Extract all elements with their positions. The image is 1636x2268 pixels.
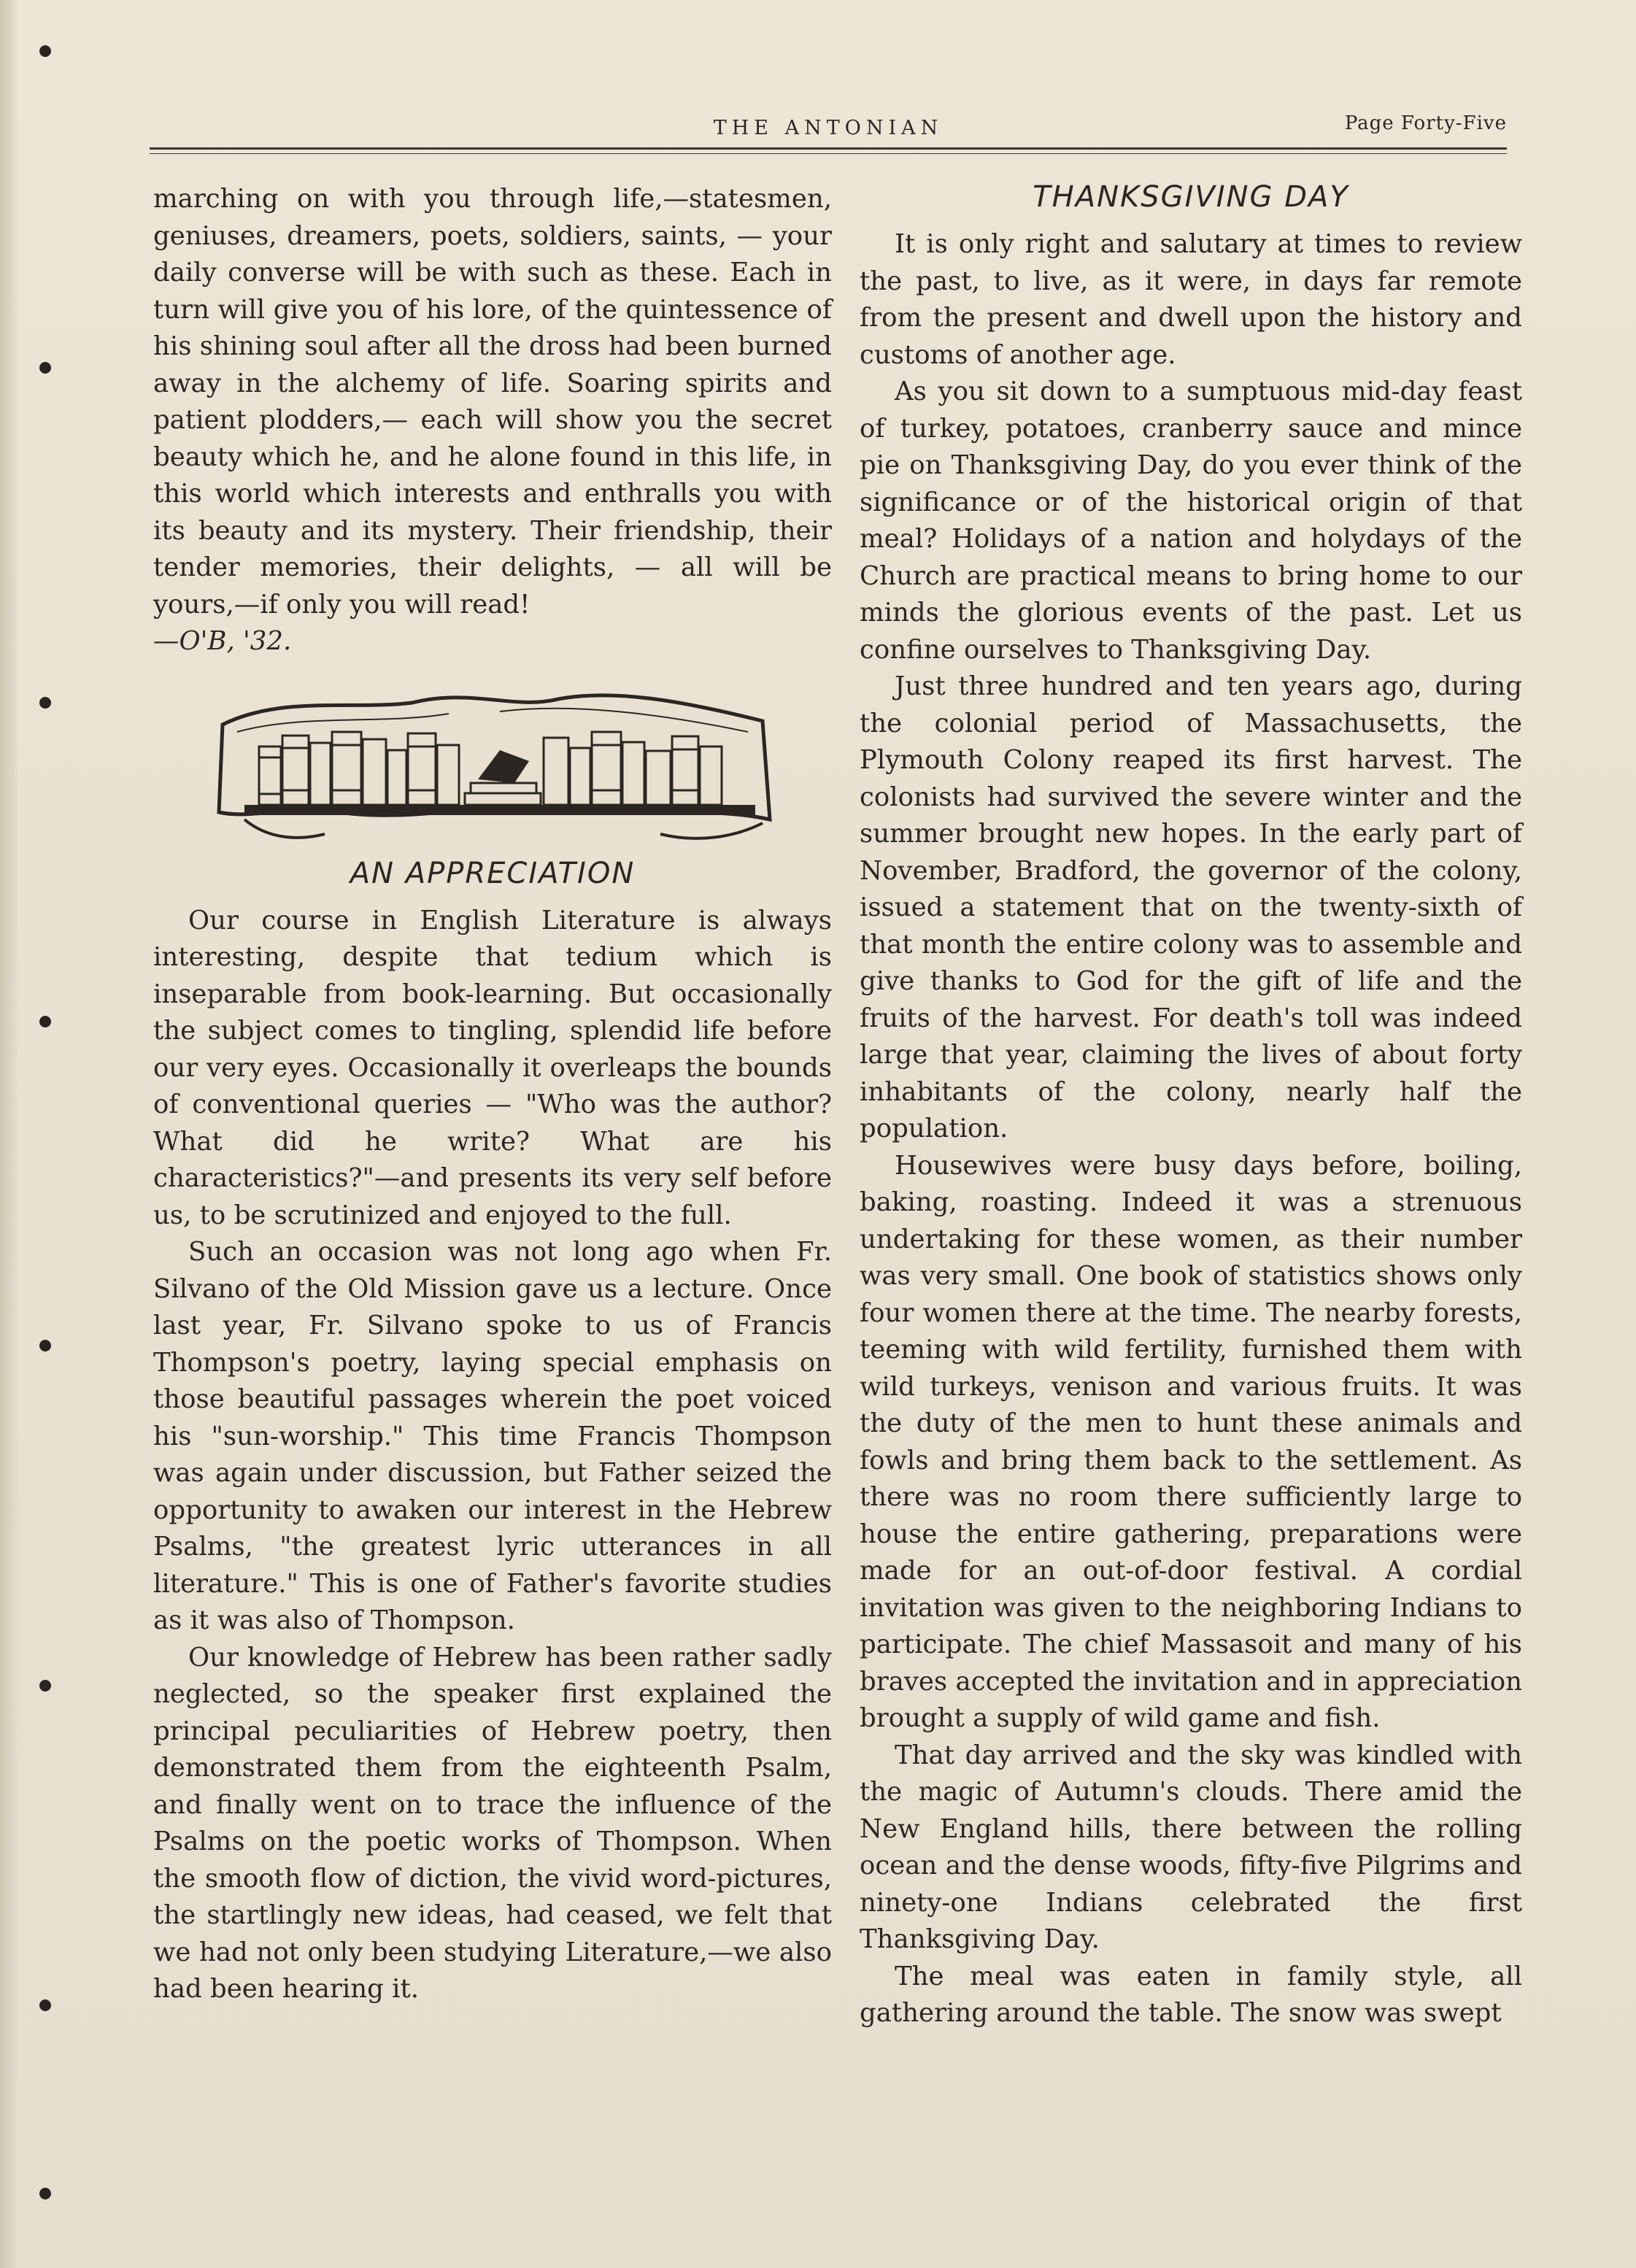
article-title: AN APPRECIATION: [350, 856, 636, 890]
binding-hole: [39, 45, 51, 57]
author-signature: —O'B, '32.: [153, 626, 292, 656]
header-rule-thin: [150, 153, 1507, 154]
article-paragraph: It is only right and salutary at times to review the past, to live, as it were, in days far remote from the present and dwell upon the history and customs of another age.: [860, 229, 1522, 370]
continued-paragraph: marching on with you through life,—statesmen, geniuses, dreamers, poets, soldiers, saints, — your daily converse will be with such as these. Each in turn will give you of his lore, of the quintessence of his shining soul after all the dross had been burned away in the alchemy of life. Soaring spirits and patient plodders,— each will show you the secret beauty which he, and he alone found in this life, in this world which interests and enthralls you with its beauty and its mystery. Their friendship, their tender memories, their delights, — all will be yours,—if only you will read!: [153, 184, 832, 620]
article-paragraph: Housewives were busy days before, boiling, baking, roasting. Indeed it was a strenuous undertaking for these women, as their number was very small. One book of statistics shows only four women there at the time. The nearby forests, teeming with wild fertility, furnished them with wild turkeys, venison and various fruits. It was the duty of the men to hunt these animals and fowls and bring them back to the settlement. As there was no room there sufficiently large to house the entire gathering, preparations were made for an out-of-door festival. A cordial invitation was given to the neighboring Indians to participate. The chief Massasoit and many of his braves accepted the invitation and in appreciation brought a supply of wild game and fish.: [860, 1150, 1522, 1733]
header-rule: [150, 147, 1507, 150]
page-number: Page Forty-Five: [1344, 112, 1507, 134]
article-paragraph: That day arrived and the sky was kindled with the magic of Autumn's clouds. There amid the New England hills, there between the rolling ocean and the dense woods, fifty-five Pilgrims and ninety-one Indians celebrated the first Thanksgiving Day.: [860, 1740, 1522, 1954]
article-paragraph: As you sit down to a sumptuous mid-day feast of turkey, potatoes, cranberry sauce and mince pie on Thanksgiving Day, do you ever think of the significance or of the historical origin of that meal? Holidays of a nation and holydays of the Church are practical means to bring home to our minds the glorious events of the past. Let us confine ourselves to Thanksgiving Day.: [860, 377, 1522, 665]
binding-hole: [39, 1340, 51, 1351]
article-paragraph: Such an occasion was not long ago when Fr. Silvano of the Old Mission gave us a lecture. Once last year, Fr. Silvano spoke to us of Francis Thompson's poetry, laying special emphasis on those beautiful passages wherein the poet voiced his "sun-worship." This time Francis Thompson was again under discussion, but Father seized the opportunity to awaken our interest in the Hebrew Psalms, "the greatest lyric utterances in all literature." This is one of Father's favorite studies as it was also of Thompson.: [153, 1237, 832, 1635]
article-paragraph: The meal was eaten in family style, all gathering around the table. The snow was swept: [860, 1961, 1522, 2028]
right-column: [860, 177, 1522, 2032]
binding-hole: [39, 1680, 51, 1692]
binding-hole: [39, 1016, 51, 1027]
article-title: THANKSGIVING DAY: [1033, 180, 1349, 214]
binding-hole: [39, 1999, 51, 2011]
article-paragraph: Our course in English Literature is always interesting, despite that tedium which is inseparable from book-learning. But occasionally the subject comes to tingling, splendid life before our very eyes. Occasionally it overleaps the bounds of conventional queries — "Who was the author? What did he write? What are his characteristics?"—and presents its very self before us, to be scrutinized and enjoyed to the full.: [153, 905, 832, 1230]
article-paragraph: Just three hundred and ten years ago, during the colonial period of Massachusetts, the Plymouth Colony reaped its first harvest. The colonists had survived the severe winter and the summer brought new hopes. In the early part of November, Bradford, the governor of the colony, issued a statement that on the twenty-sixth of that month the entire colony was to assemble and give thanks to God for the gift of life and the fruits of the harvest. For death's toll was indeed large that year, claiming the lives of about forty inhabitants of the colony, nearly half the population.: [860, 671, 1522, 1143]
bookshelf-illustration-icon: [193, 681, 792, 849]
binding-edge: [0, 0, 19, 2268]
article-paragraph: Our knowledge of Hebrew has been rather sadly neglected, so the speaker first explained the principal peculiarities of Hebrew poetry, then demonstrated them from the eighteenth Psalm, and finally went on to trace the influence of the Psalms on the poetic works of Thompson. When the smooth flow of diction, the vivid word-pictures, the startlingly new ideas, had ceased, we felt that we had not only been studying Literature,—we also had been hearing it.: [153, 1642, 832, 2004]
binding-hole: [39, 697, 51, 709]
publication-title: THE ANTONIAN: [713, 117, 944, 139]
left-column: [153, 181, 832, 2008]
binding-hole: [39, 362, 51, 374]
running-header: [150, 109, 1507, 161]
binding-hole: [39, 2188, 51, 2199]
